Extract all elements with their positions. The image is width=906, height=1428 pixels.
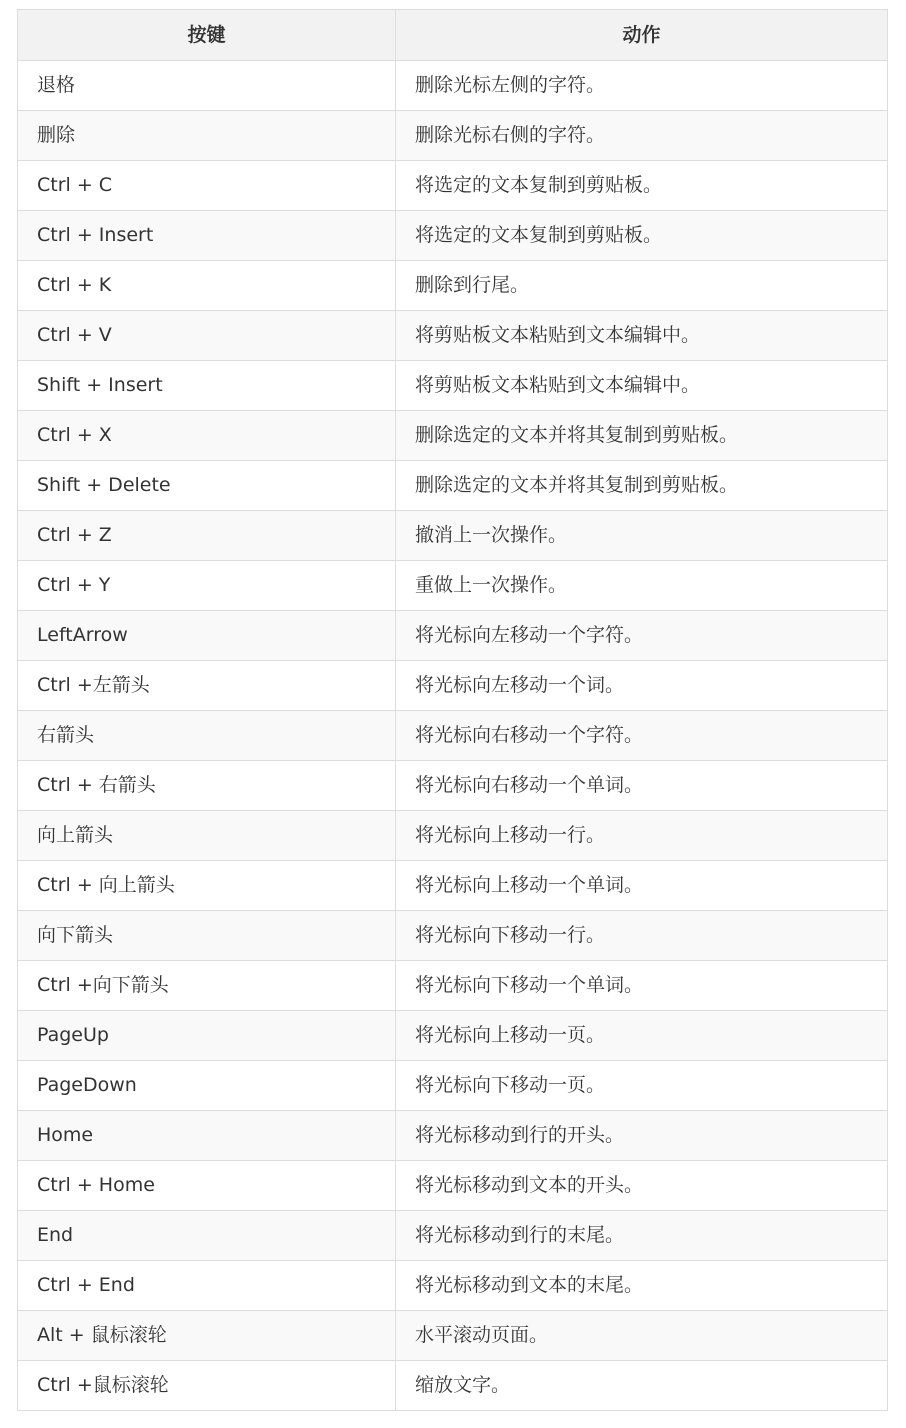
table-header-row [18,10,888,61]
shortcut-action-cell: 将选定的文本复制到剪贴板。 [396,211,888,261]
table-row [18,1011,888,1061]
shortcut-action-cell: 删除选定的文本并将其复制到剪贴板。 [396,411,888,461]
table-row [18,461,888,511]
shortcut-key-cell: Ctrl + Home [18,1161,396,1211]
shortcut-action-cell: 将光标向左移动一个字符。 [396,611,888,661]
shortcut-action-cell: 将光标移动到文本的开头。 [396,1161,888,1211]
shortcut-action-cell: 将光标向上移动一个单词。 [396,861,888,911]
table-row [18,811,888,861]
shortcut-key-cell: Ctrl + 右箭头 [18,761,396,811]
table-row [18,211,888,261]
table-row [18,1161,888,1211]
shortcut-action-cell: 将光标移动到文本的末尾。 [396,1261,888,1311]
shortcut-action-cell: 将光标向下移动一个单词。 [396,961,888,1011]
shortcut-action-cell: 将剪贴板文本粘贴到文本编辑中。 [396,311,888,361]
shortcut-key-cell: Ctrl + Z [18,511,396,561]
shortcut-action-cell: 将光标向右移动一个字符。 [396,711,888,761]
shortcut-key-cell: Home [18,1111,396,1161]
table-row [18,611,888,661]
shortcut-action-cell: 删除到行尾。 [396,261,888,311]
shortcut-key-cell: Ctrl + Y [18,561,396,611]
shortcut-action-cell: 重做上一次操作。 [396,561,888,611]
table-row [18,511,888,561]
table-row [18,761,888,811]
shortcut-key-cell: Shift + Insert [18,361,396,411]
shortcut-action-cell: 撤消上一次操作。 [396,511,888,561]
table-row [18,561,888,611]
table-row [18,1261,888,1311]
shortcut-action-cell: 将光标向右移动一个单词。 [396,761,888,811]
shortcut-table [17,9,888,1411]
shortcut-key-cell: Ctrl +左箭头 [18,661,396,711]
shortcut-action-cell: 将光标移动到行的末尾。 [396,1211,888,1261]
shortcut-action-cell: 将光标向上移动一行。 [396,811,888,861]
table-body [18,61,888,1411]
shortcut-key-cell: Ctrl +向下箭头 [18,961,396,1011]
column-header-action: 动作 [396,10,888,61]
shortcut-key-cell: 删除 [18,111,396,161]
shortcut-action-cell: 将光标向下移动一行。 [396,911,888,961]
table-row [18,311,888,361]
shortcut-key-cell: Ctrl + X [18,411,396,461]
shortcut-action-cell: 将光标向上移动一页。 [396,1011,888,1061]
shortcut-key-cell: 退格 [18,61,396,111]
shortcut-key-cell: PageDown [18,1061,396,1111]
shortcut-key-cell: Ctrl + 向上箭头 [18,861,396,911]
shortcut-key-cell: 右箭头 [18,711,396,761]
table-row [18,961,888,1011]
table-row [18,161,888,211]
table-row [18,711,888,761]
shortcut-key-cell: Ctrl +鼠标滚轮 [18,1361,396,1411]
column-header-key: 按键 [18,10,396,61]
table-row [18,411,888,461]
shortcut-key-cell: Ctrl + Insert [18,211,396,261]
shortcut-key-cell: Ctrl + K [18,261,396,311]
table-row [18,661,888,711]
shortcut-action-cell: 删除光标右侧的字符。 [396,111,888,161]
shortcut-action-cell: 水平滚动页面。 [396,1311,888,1361]
shortcut-action-cell: 将光标移动到行的开头。 [396,1111,888,1161]
shortcut-action-cell: 将剪贴板文本粘贴到文本编辑中。 [396,361,888,411]
table-row [18,1111,888,1161]
table-row [18,911,888,961]
shortcut-key-cell: Alt + 鼠标滚轮 [18,1311,396,1361]
table-row [18,1361,888,1411]
shortcut-key-cell: End [18,1211,396,1261]
shortcut-key-cell: Ctrl + C [18,161,396,211]
table-row [18,361,888,411]
shortcut-key-cell: 向下箭头 [18,911,396,961]
shortcut-table-container [17,9,887,1411]
shortcut-action-cell: 缩放文字。 [396,1361,888,1411]
shortcut-key-cell: Ctrl + End [18,1261,396,1311]
table-row [18,61,888,111]
shortcut-action-cell: 删除选定的文本并将其复制到剪贴板。 [396,461,888,511]
table-row [18,861,888,911]
shortcut-action-cell: 将选定的文本复制到剪贴板。 [396,161,888,211]
shortcut-action-cell: 将光标向左移动一个词。 [396,661,888,711]
table-row [18,1311,888,1361]
shortcut-key-cell: 向上箭头 [18,811,396,861]
table-row [18,1061,888,1111]
table-row [18,261,888,311]
shortcut-key-cell: Ctrl + V [18,311,396,361]
table-row [18,111,888,161]
shortcut-key-cell: LeftArrow [18,611,396,661]
shortcut-key-cell: PageUp [18,1011,396,1061]
shortcut-action-cell: 删除光标左侧的字符。 [396,61,888,111]
table-row [18,1211,888,1261]
shortcut-action-cell: 将光标向下移动一页。 [396,1061,888,1111]
shortcut-key-cell: Shift + Delete [18,461,396,511]
